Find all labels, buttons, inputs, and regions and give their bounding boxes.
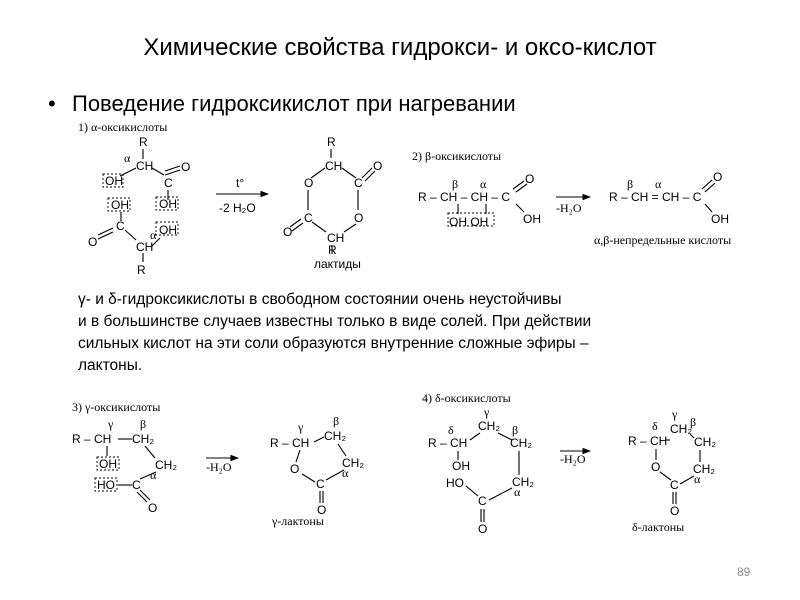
delta-prod-label-b: β: [690, 415, 697, 429]
delta-ch2-g: CH₂: [478, 419, 500, 433]
delta-condition: -H₂O: [560, 452, 586, 466]
delta-product-label: δ-лактоны: [632, 520, 685, 534]
alpha-label-top: α: [124, 151, 131, 165]
scheme-gamma: [72, 400, 364, 528]
beta-label-a: α: [480, 177, 487, 191]
gamma-o: O: [148, 501, 158, 515]
delta-prod-label-g: γ: [672, 407, 678, 421]
paragraph-line-2: и в большинстве случаев известны только в виде солей. При действии: [78, 313, 592, 330]
lactide-r-top: R: [327, 135, 336, 149]
delta-prod-chain: R – CH: [628, 434, 668, 448]
paragraph-line-1: γ- и δ-гидроксикислоты в свободном состоянии очень неустойчивы: [78, 291, 562, 308]
delta-oh: OH: [452, 459, 470, 473]
alpha-o-1: O: [181, 160, 191, 174]
gamma-prod-label-a: α: [342, 466, 349, 480]
lactide-c-2: C: [304, 211, 313, 225]
beta-label-b: β: [452, 177, 459, 191]
gamma-heading: 3) γ-оксикислоты: [72, 400, 161, 414]
gamma-prod-o: O: [317, 503, 327, 517]
lactide-ch-bottom: CH: [327, 231, 345, 245]
lactide-o-1: O: [304, 176, 314, 190]
alpha-r-bottom: R: [137, 263, 146, 277]
bullet-dot-icon: •: [48, 91, 56, 116]
alpha-cond-bottom: -2 H₂O: [219, 201, 256, 215]
gamma-prod-ch2-2: CH₂: [342, 456, 364, 470]
delta-o: O: [478, 522, 488, 536]
gamma-label-g: γ: [108, 417, 114, 431]
delta-ch2-b: CH₂: [510, 436, 532, 450]
gamma-chain: R – CH: [72, 432, 112, 446]
delta-prod-label-d: δ: [652, 419, 658, 433]
beta-heading: 2) β-оксикислоты: [412, 149, 502, 163]
scheme-delta: [422, 391, 716, 536]
beta-o: O: [525, 172, 535, 186]
delta-prod-o: O: [670, 504, 680, 518]
paragraph-line-4: лактоны.: [78, 357, 143, 374]
lactide-o-2: O: [373, 159, 383, 173]
delta-ho: HO: [446, 476, 464, 490]
beta-prod-o: O: [713, 170, 723, 184]
delta-label-d: δ: [448, 423, 454, 437]
scheme-beta: [412, 149, 731, 247]
alpha-cond-top: t°: [236, 176, 245, 190]
bullet-text: Поведение гидроксикислот при нагревании: [72, 91, 516, 116]
lactide-ch-top: CH: [325, 159, 343, 173]
slide-title: Химические свойства гидрокси- и оксо-кислот: [143, 34, 657, 61]
alpha-heading: 1) α-оксикислоты: [78, 120, 168, 134]
beta-oh-acid: OH: [523, 212, 541, 226]
beta-product-label: α,β-непредельные кислоты: [594, 233, 732, 247]
delta-c: C: [478, 494, 487, 508]
gamma-label-b: β: [140, 417, 147, 431]
gamma-ho: HO: [97, 478, 115, 492]
lactide-o-4: O: [283, 225, 293, 239]
beta-condition: -H₂O: [556, 201, 582, 215]
gamma-ch2-2: CH₂: [155, 458, 177, 472]
delta-label-b: β: [512, 423, 519, 437]
beta-prod-label-b: β: [627, 177, 634, 191]
gamma-prod-label-g: γ: [298, 420, 304, 434]
beta-prod-oh: OH: [711, 212, 729, 226]
gamma-oh: OH: [99, 457, 117, 471]
alpha-ch-bottom: CH: [136, 240, 154, 254]
gamma-product-label: γ-лактоны: [272, 514, 324, 528]
gamma-ch2-1: CH₂: [132, 432, 154, 446]
beta-prod-label-a: α: [655, 177, 662, 191]
delta-heading: 4) δ-оксикислоты: [422, 391, 511, 405]
beta-acid-chain: R – CH – CH – C: [418, 190, 511, 204]
gamma-condition: -H₂O: [206, 460, 232, 474]
lactide-c-1: C: [354, 176, 363, 190]
gamma-prod-chain: R – CH: [270, 436, 310, 450]
alpha-r-top: R: [139, 135, 148, 149]
gamma-label-a: α: [150, 468, 157, 482]
alpha-oh-3: OH: [159, 197, 177, 211]
gamma-c: C: [132, 478, 141, 492]
beta-oh-oh: OH OH: [449, 215, 489, 229]
delta-label-g: γ: [484, 405, 490, 419]
page-number: 89: [737, 565, 751, 579]
alpha-label-bottom: α: [150, 228, 157, 242]
delta-prod-label-a: α: [694, 472, 701, 486]
lactide-r-bottom: R: [328, 243, 337, 257]
delta-prod-ch2-b: CH₂: [694, 435, 716, 449]
gamma-prod-label-b: β: [333, 414, 340, 428]
alpha-oh-4: OH: [159, 223, 177, 237]
explanatory-paragraph: [78, 289, 778, 377]
delta-chain: R – CH: [428, 436, 468, 450]
alpha-oh-2: OH: [111, 198, 129, 212]
delta-prod-c: C: [670, 478, 679, 492]
alpha-oh-1: OH: [105, 174, 123, 188]
delta-ch2-a: CH₂: [512, 475, 534, 489]
paragraph-line-3: сильных кислот на эти соли образуются внутренние сложные эфиры –: [78, 335, 589, 352]
alpha-o-2: O: [88, 235, 98, 249]
alpha-ch-top: CH: [136, 159, 154, 173]
delta-prod-ch2-g: CH₂: [670, 422, 692, 436]
lactide-o-3: O: [354, 211, 364, 225]
delta-prod-o-ring: O: [651, 460, 661, 474]
beta-product-chain: R – CH = CH – C: [609, 190, 702, 204]
gamma-prod-ch2-1: CH₂: [324, 429, 346, 443]
alpha-c-1: C: [164, 176, 173, 190]
lactide-label: лактиды: [314, 257, 361, 271]
gamma-prod-c: C: [316, 477, 325, 491]
delta-prod-ch2-a: CH₂: [693, 462, 715, 476]
gamma-prod-o-ring: O: [290, 462, 300, 476]
scheme-alpha: [78, 120, 382, 277]
delta-label-a: α: [514, 485, 521, 499]
alpha-c-2: C: [116, 219, 125, 233]
